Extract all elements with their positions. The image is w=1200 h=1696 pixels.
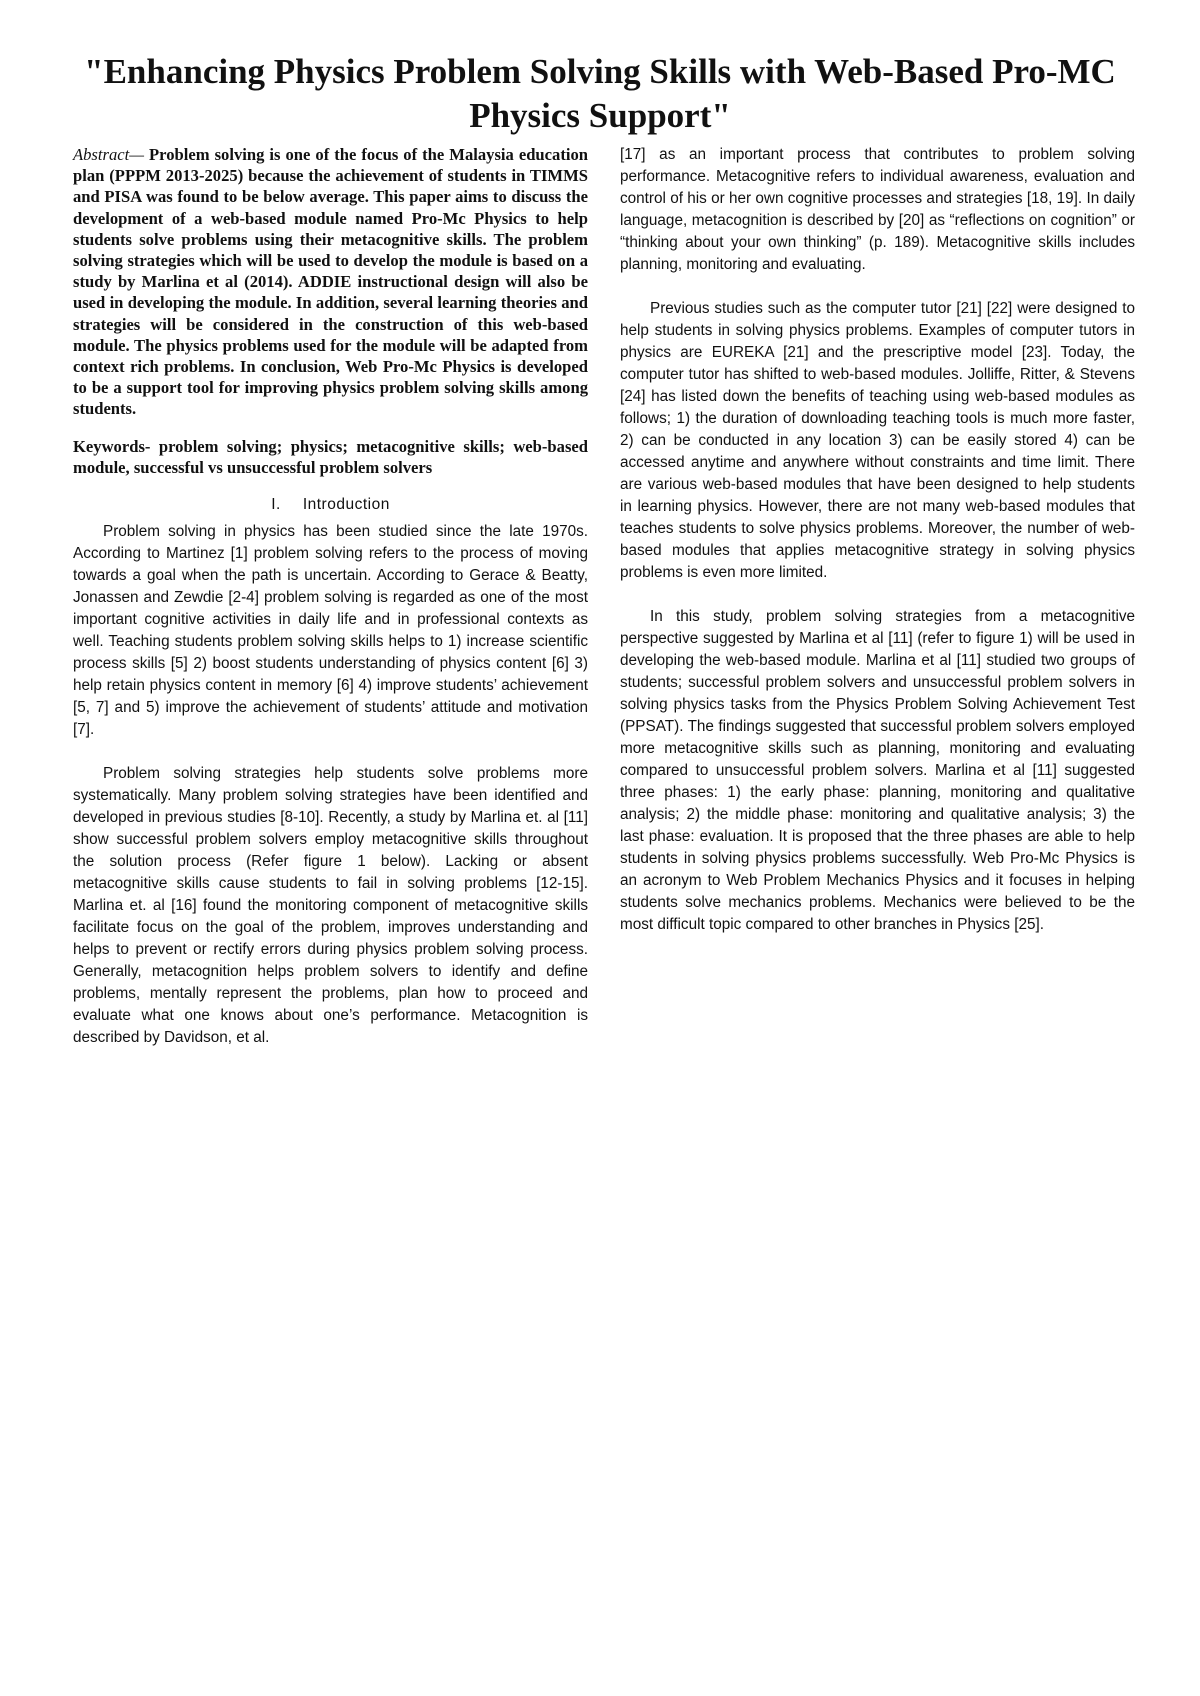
section-title: Introduction bbox=[302, 496, 390, 514]
right-column bbox=[620, 144, 1135, 936]
intro-paragraph-2: Problem solving strategies help students solve problems more systematically. Many problem solving strategies have been identified and developed in previous studies [8-10]. Recently, a study by Marlina et. al [11] show successful problem solvers employ metacognitive skills throughout the solution process (Refer figure 1 below). Lacking or absent metacognitive skills cause students to fail in solving problems [12-15]. Marlina et. al [16] found the monitoring component of metacognitive skills facilitate focus on the goal of the problem, improves understanding and helps to prevent or rectify errors during physics problem solving process. Generally, metacognition helps problem solvers to identify and define problems, mentally represent the problems, plan how to proceed and evaluate what one knows about one’s performance. Metacognition is described by Davidson, et al. bbox=[73, 765, 588, 1047]
left-column bbox=[73, 144, 588, 1049]
keywords: Keywords- problem solving; physics; metacognitive skills; web-based module, successful vs unsuccessful problem solvers bbox=[73, 436, 588, 477]
intro-paragraph-4: Previous studies such as the computer tutor [21] [22] were designed to help students in solving physics problems. Examples of computer tutors in physics are EUREKA [21] and the prescriptive model [23]. Today, the computer tutor has shifted to web-based modules. Jolliffe, Ritter, & Stevens [24] has listed down the benefits of teaching using web-based modules as follows; 1) the duration of downloading teaching tools is much more faster, 2) can be conducted in any location 3) can be easily stored 4) can be accessed anytime and anywhere without constraints and time limit. There are various web-based modules that have been designed to help students in learning physics. However, there are not many web-based modules that teaches students to solve physics problems. Moreover, the number of web-based modules that applies metacognitive strategy in solving physics problems is even more limited. bbox=[620, 300, 1135, 581]
section-heading-introduction bbox=[73, 494, 588, 515]
section-number: I. bbox=[271, 496, 281, 514]
intro-paragraph-1: Problem solving in physics has been studied since the late 1970s. According to Martinez [1] problem solving refers to the process of moving towards a goal when the path is uncertain. According to Gerace & Beatty, Jonassen and Zewdie [2-4] problem solving is regarded as one of the most important cognitive activities in daily life and in professional contexts as well. Teaching students problem solving skills helps to 1) increase scientific process skills [5] 2) boost students understanding of physics content [6] 3) help retain physics content in memory [6] 4) improve students’ achievement [5, 7] and 5) improve the achievement of students’ attitude and motivation [7]. bbox=[73, 523, 588, 739]
intro-paragraph-3: [17] as an important process that contributes to problem solving performance. Metacognitive refers to individual awareness, evaluation and control of his or her own cognitive processes and strategies [18, 19]. In daily language, metacognition is described by [20] as “reflections on cognition” or “thinking about your own thinking” (p. 189). Metacognitive skills includes planning, monitoring and evaluating. bbox=[620, 146, 1135, 273]
paper-title: "Enhancing Physics Problem Solving Skills with Web-Based Pro-MC Physics Support" bbox=[84, 52, 1116, 135]
abstract bbox=[73, 144, 588, 420]
abstract-label: Abstract— bbox=[73, 145, 144, 164]
intro-paragraph-5: In this study, problem solving strategies from a metacognitive perspective suggested by Marlina et al [11] (refer to figure 1) will be used in developing the web-based module. Marlina et al [11] studied two groups of students; successful problem solvers and unsuccessful problem solvers in solving physics tasks from the Physics Problem Solving Achievement Test (PPSAT). The findings suggested that successful problem solvers employed more metacognitive skills such as planning, monitoring and evaluating compared to unsuccessful problem solvers. Marlina et al [11] suggested three phases: 1) the early phase: planning, monitoring and qualitative analysis; 2) the middle phase: monitoring and qualitative analysis; 3) the last phase: evaluation. It is proposed that the three phases are able to help students in solving physics problems successfully. Web Pro-Mc Physics is an acronym to Web Problem Mechanics Physics and it focuses in helping students solve mechanics problems. Mechanics were believed to be the most difficult topic compared to other branches in Physics [25]. bbox=[620, 608, 1135, 933]
abstract-text: Problem solving is one of the focus of the Malaysia education plan (PPPM 2013-2025) because the achievement of students in TIMMS and PISA was found to be below average. This paper aims to discuss the development of a web-based module named Pro-Mc Physics to help students solve problems using their metacognitive skills. The problem solving strategies which will be used to develop the module is based on a study by Marlina et al (2014). ADDIE instructional design will also be used in developing the module. In addition, several learning theories and strategies will be considered in the construction of this web-based module. The physics problems used for the module will be adapted from context rich problems. In conclusion, Web Pro-Mc Physics is developed to be a support tool for improving physics problem solving skills among students. bbox=[73, 145, 588, 419]
